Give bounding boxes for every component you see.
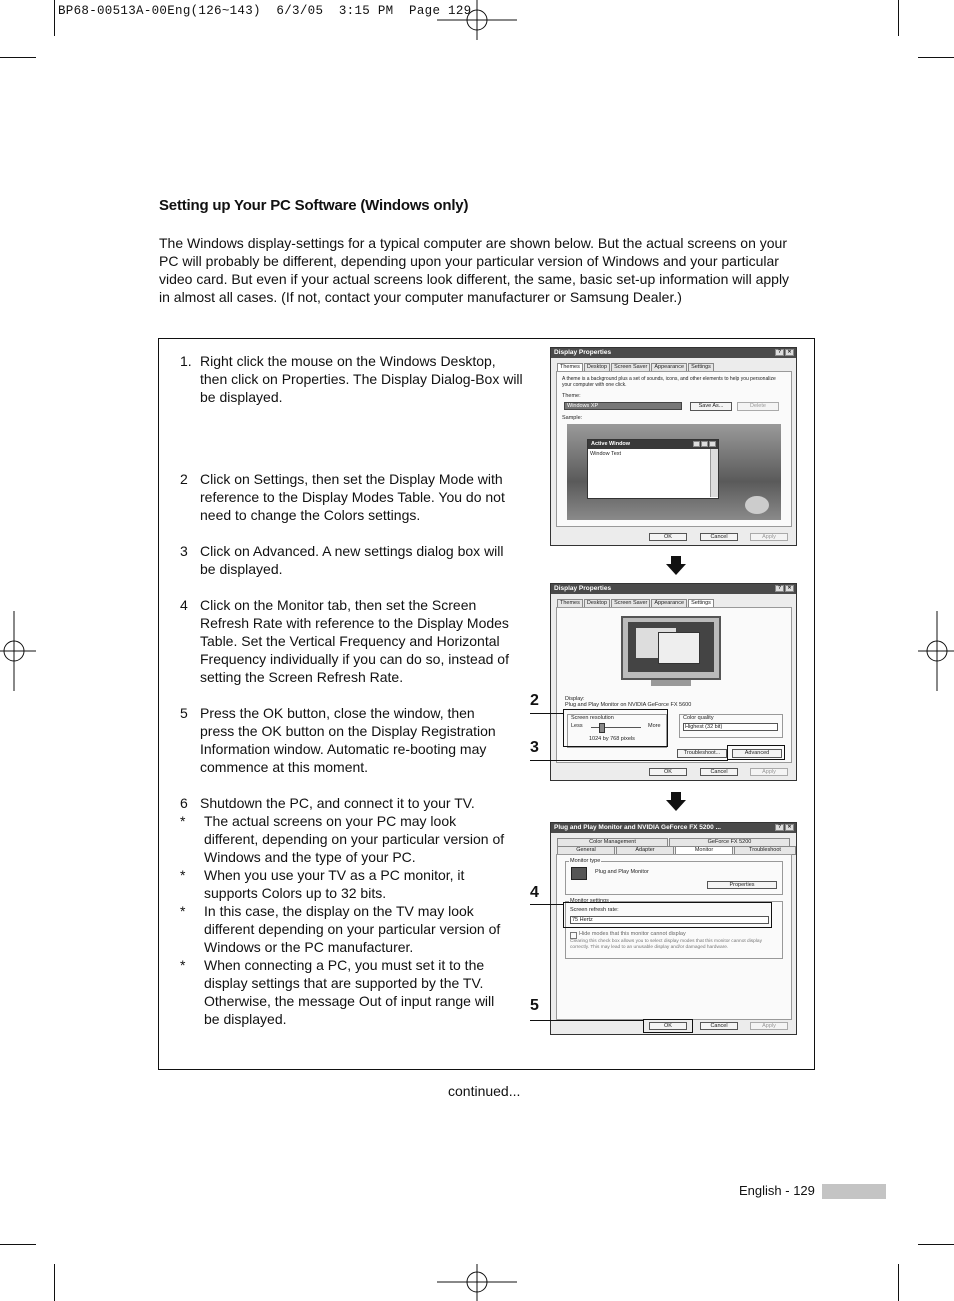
callout-3: 3 xyxy=(530,739,539,756)
display-label: Display: xyxy=(565,696,585,702)
cancel-button: Cancel xyxy=(700,1022,738,1030)
refresh-rate-label: Screen refresh rate: xyxy=(570,907,619,913)
note-mark: * xyxy=(180,957,186,973)
hide-modes-description: Clearing this check box allows you to select display modes that this monitor cannot display correctly. This may lead to an unusable display and/or damaged hardware. xyxy=(570,939,762,950)
display-value: Plug and Play Monitor on NVIDIA GeForce FX 5600 xyxy=(565,702,692,708)
highlight-refresh-rate xyxy=(563,902,772,928)
intro-line: in almost all cases. (If not, contact your computer manufacturer or Samsung Dealer.) xyxy=(159,289,682,305)
tab-color-management: Color Management xyxy=(557,838,668,847)
color-quality-value: Highest (32 bit) xyxy=(685,724,723,730)
step-number: 2 xyxy=(180,471,188,487)
highlight-screen-resolution xyxy=(563,709,668,747)
recycle-bin-icon xyxy=(745,496,769,514)
save-as-button: Save As... xyxy=(690,402,732,411)
theme-select-value: Windows XP xyxy=(567,403,599,409)
step-3 xyxy=(180,542,525,578)
window-title xyxy=(551,348,796,358)
troubleshoot-button: Troubleshoot... xyxy=(677,749,727,758)
tab-general: General xyxy=(557,846,615,855)
note-1 xyxy=(180,812,525,866)
note-text: The actual screens on your PC may look different, depending on your particular version of Windows and the type of your PC. xyxy=(204,813,505,865)
step-6 xyxy=(180,794,525,812)
window-text: Window Text xyxy=(590,451,622,457)
note-2 xyxy=(180,866,525,902)
step-2 xyxy=(180,470,525,524)
theme-description: A theme is a background plus a set of sounds, icons, and other elements to help you personalize your computer with one click. xyxy=(562,376,776,388)
resolution-label: Screen resolution xyxy=(571,715,614,721)
page-footer: English - 129 xyxy=(739,1183,815,1198)
advanced-button: Advanced xyxy=(732,749,782,758)
tab-monitor: Monitor xyxy=(675,846,733,855)
ok-button: OK xyxy=(649,768,687,776)
monitor-icon xyxy=(571,867,587,880)
tab-screen-saver: Screen Saver xyxy=(611,363,650,372)
tab-appearance: Appearance xyxy=(651,363,687,372)
step-5 xyxy=(180,704,525,776)
highlight-ok xyxy=(643,1019,693,1033)
tab-settings: Settings xyxy=(688,363,714,372)
window-title xyxy=(551,823,796,833)
intro-line: video card. But even if your actual screens look different, the same, basic set-up information will apply xyxy=(159,271,790,287)
hide-modes-checkbox xyxy=(570,932,577,939)
continued-label: continued... xyxy=(448,1083,521,1099)
section-title: Setting up Your PC Software (Windows only) xyxy=(159,197,469,214)
display-properties-themes-screenshot xyxy=(550,347,797,546)
ok-button: OK xyxy=(649,533,687,541)
monitor-type-label: Monitor type xyxy=(570,858,601,864)
monitor-settings-label: Monitor settings xyxy=(570,898,609,904)
step-4 xyxy=(180,596,525,686)
apply-button: Apply xyxy=(750,533,788,541)
help-icon: ? xyxy=(775,349,784,356)
theme-label: Theme: xyxy=(562,393,581,399)
window-title-text: Plug and Play Monitor and NVIDIA GeForce FX 5200 ... xyxy=(554,824,721,831)
note-text: When connecting a PC, you must set it to the display settings that are supported by the TV. Otherwise, the message Out of input range will be displayed. xyxy=(204,957,495,1027)
steps-list xyxy=(180,352,525,1028)
intro-paragraph xyxy=(159,234,829,306)
sample-label: Sample: xyxy=(562,415,583,421)
desktop-preview xyxy=(567,424,781,520)
tab-settings: Settings xyxy=(688,599,714,608)
step-text: Right click the mouse on the Windows Desktop, then click on Properties. The Display Dialog-Box will be displayed. xyxy=(200,353,523,405)
step-text: Shutdown the PC, and connect it to your TV. xyxy=(200,795,475,811)
down-arrow-icon xyxy=(666,556,686,575)
callout-line-3 xyxy=(530,760,728,761)
step-number: 1. xyxy=(180,353,192,369)
note-text: In this case, the display on the TV may look different depending on your particular version of Windows or the PC manufacturer. xyxy=(204,903,501,955)
callout-line-4 xyxy=(530,904,564,905)
tab-troubleshoot: Troubleshoot xyxy=(734,846,796,855)
close-icon: ✕ xyxy=(785,824,794,831)
tab-geforce: GeForce FX 5200 xyxy=(669,838,790,847)
apply-button: Apply xyxy=(750,768,788,776)
color-quality-label: Color quality xyxy=(683,715,714,721)
refresh-rate-value: 75 Hertz xyxy=(572,917,593,923)
print-header: BP68-00513A-00Eng(126~143) 6/3/05 3:15 PM Page 129 xyxy=(58,4,472,18)
more-label: More xyxy=(648,723,661,729)
properties-button: Properties xyxy=(707,881,777,889)
window-title-text: Display Properties xyxy=(554,585,612,592)
hide-modes-label: Hide modes that this monitor cannot display xyxy=(579,931,686,937)
resolution-value: 1024 by 768 pixels xyxy=(589,736,635,742)
close-icon: ✕ xyxy=(785,349,794,356)
window-title-text: Display Properties xyxy=(554,349,612,356)
cancel-button: Cancel xyxy=(700,533,738,541)
tab-themes: Themes xyxy=(557,599,583,608)
step-number: 4 xyxy=(180,597,188,613)
callout-line-2 xyxy=(530,713,564,714)
step-number: 5 xyxy=(180,705,188,721)
down-arrow-icon xyxy=(666,792,686,811)
tab-screen-saver: Screen Saver xyxy=(611,599,650,608)
callout-2: 2 xyxy=(530,692,539,709)
note-text: When you use your TV as a PC monitor, it supports Colors up to 32 bits. xyxy=(204,867,465,901)
monitor-preview-icon xyxy=(621,616,721,680)
callout-line-5 xyxy=(530,1020,644,1021)
less-label: Less xyxy=(571,723,583,729)
step-number: 6 xyxy=(180,795,188,811)
footer-bar xyxy=(822,1184,886,1199)
step-number: 3 xyxy=(180,543,188,559)
tab-adapter: Adapter xyxy=(616,846,674,855)
intro-line: PC will probably be different, depending upon your particular version of Windows and your particular xyxy=(159,253,779,269)
tab-themes: Themes xyxy=(557,363,583,372)
monitor-settings-screenshot xyxy=(550,822,797,1035)
step-1 xyxy=(180,352,525,406)
note-mark: * xyxy=(180,813,186,829)
tab-desktop: Desktop xyxy=(584,599,610,608)
step-text: Click on Settings, then set the Display Mode with reference to the Display Modes Table. You do not need to change the Colors settings. xyxy=(200,471,505,523)
cancel-button: Cancel xyxy=(700,768,738,776)
window-title xyxy=(551,584,796,594)
monitor-name: Plug and Play Monitor xyxy=(595,869,649,875)
close-icon: ✕ xyxy=(785,585,794,592)
ok-button: OK xyxy=(649,1022,687,1030)
apply-button: Apply xyxy=(750,1022,788,1030)
help-icon: ? xyxy=(775,585,784,592)
step-text: Click on the Monitor tab, then set the Screen Refresh Rate with reference to the Display Modes Table. Set the Vertical Frequency and Horizontal Frequency individually if you can do so, instead of setting the Screen Refresh Rate. xyxy=(200,597,509,685)
note-mark: * xyxy=(180,867,186,883)
note-3 xyxy=(180,902,525,956)
delete-button: Delete xyxy=(737,402,779,411)
note-4 xyxy=(180,956,525,1028)
callout-4: 4 xyxy=(530,884,539,901)
step-text: Click on Advanced. A new settings dialog box will be displayed. xyxy=(200,543,504,577)
step-text: Press the OK button, close the window, then press the OK button on the Display Registration Information window. Automatic re-booting may commence at this moment. xyxy=(200,705,496,775)
tab-desktop: Desktop xyxy=(584,363,610,372)
help-icon: ? xyxy=(775,824,784,831)
monitor-type-group xyxy=(565,861,783,895)
tab-appearance: Appearance xyxy=(651,599,687,608)
note-mark: * xyxy=(180,903,186,919)
callout-5: 5 xyxy=(530,997,539,1014)
active-window-title: Active Window xyxy=(591,441,631,447)
intro-line: The Windows display-settings for a typical computer are shown below. But the actual screens on your xyxy=(159,235,787,251)
highlight-advanced xyxy=(727,745,785,760)
